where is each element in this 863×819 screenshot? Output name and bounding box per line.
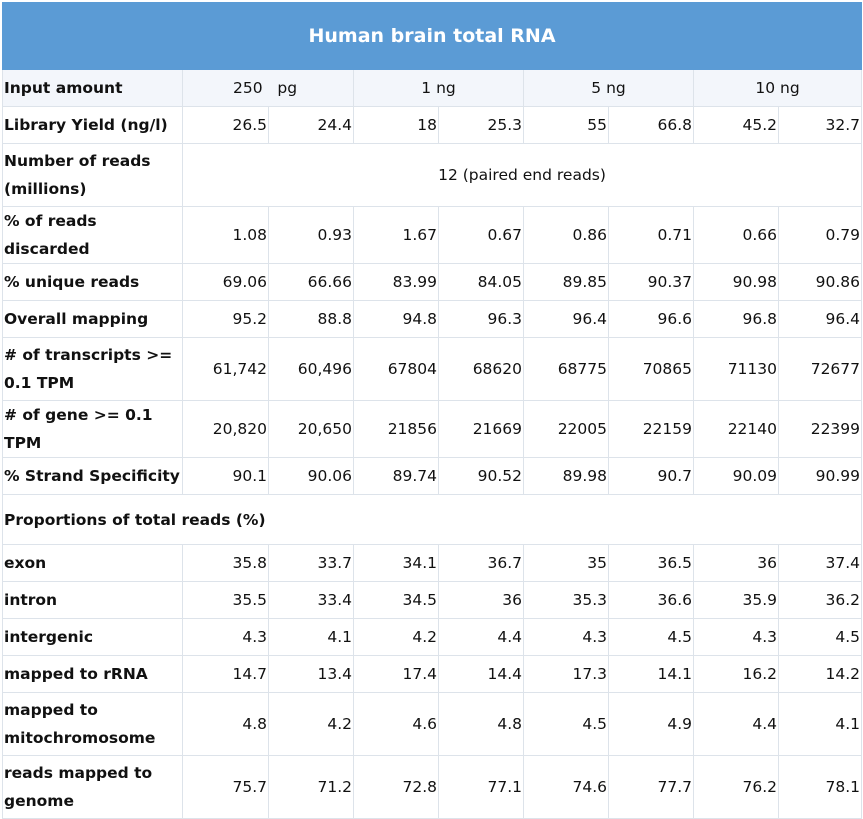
value-cell: 22399: [779, 401, 862, 458]
value-cell: 84.05: [439, 264, 524, 301]
value-cell: 71.2: [269, 756, 354, 819]
value-cell: 4.4: [694, 693, 779, 756]
row-label: mapped to mitochromosome: [3, 693, 183, 756]
row-label: Overall mapping: [3, 301, 183, 338]
overall-mapping-row: [3, 301, 862, 338]
value-cell: 35.8: [183, 545, 269, 582]
value-cell: 0.67: [439, 207, 524, 264]
value-cell: 4.4: [439, 619, 524, 656]
value-cell: 66.66: [269, 264, 354, 301]
value-cell: 13.4: [269, 656, 354, 693]
row-label: % of reads discarded: [3, 207, 183, 264]
results-table: [2, 2, 862, 819]
number-of-reads-value: 12 (paired end reads): [183, 144, 862, 207]
genes-row: [3, 401, 862, 458]
value-cell: 34.5: [354, 582, 439, 619]
input-amount-value: 10: [755, 79, 776, 97]
value-cell: 17.4: [354, 656, 439, 693]
value-cell: 90.99: [779, 458, 862, 495]
value-cell: 88.8: [269, 301, 354, 338]
value-cell: 89.74: [354, 458, 439, 495]
input-group-10ng: [694, 70, 862, 107]
row-label: mapped to rRNA: [3, 656, 183, 693]
row-label: intergenic: [3, 619, 183, 656]
value-cell: 96.6: [609, 301, 694, 338]
reads-discarded-row: [3, 207, 862, 264]
value-cell: 17.3: [524, 656, 609, 693]
value-cell: 21669: [439, 401, 524, 458]
row-label: % unique reads: [3, 264, 183, 301]
row-label: % Strand Specificity: [3, 458, 183, 495]
section-header: Proportions of total reads (%): [3, 495, 862, 545]
value-cell: 77.7: [609, 756, 694, 819]
value-cell: 18: [354, 107, 439, 144]
table-title: Human brain total RNA: [3, 3, 862, 70]
value-cell: 55: [524, 107, 609, 144]
input-amount-unit: ng: [606, 79, 626, 97]
value-cell: 4.3: [694, 619, 779, 656]
value-cell: 32.7: [779, 107, 862, 144]
unique-reads-row: [3, 264, 862, 301]
value-cell: 36.6: [609, 582, 694, 619]
value-cell: 89.98: [524, 458, 609, 495]
value-cell: 69.06: [183, 264, 269, 301]
value-cell: 96.3: [439, 301, 524, 338]
number-of-reads-row: [3, 144, 862, 207]
value-cell: 90.09: [694, 458, 779, 495]
value-cell: 25.3: [439, 107, 524, 144]
value-cell: 16.2: [694, 656, 779, 693]
value-cell: 35.3: [524, 582, 609, 619]
value-cell: 90.7: [609, 458, 694, 495]
value-cell: 26.5: [183, 107, 269, 144]
value-cell: 90.86: [779, 264, 862, 301]
value-cell: 75.7: [183, 756, 269, 819]
value-cell: 14.1: [609, 656, 694, 693]
value-cell: 36.5: [609, 545, 694, 582]
row-label: # of transcripts >= 0.1 TPM: [3, 338, 183, 401]
value-cell: 14.2: [779, 656, 862, 693]
input-group-1ng: [354, 70, 524, 107]
title-row: [3, 3, 862, 70]
input-amount-value: 250: [233, 79, 263, 97]
value-cell: 20,820: [183, 401, 269, 458]
value-cell: 45.2: [694, 107, 779, 144]
value-cell: 33.4: [269, 582, 354, 619]
mito-row: [3, 693, 862, 756]
input-amount-unit: ng: [780, 79, 800, 97]
rrna-row: [3, 656, 862, 693]
input-group-5ng: [524, 70, 694, 107]
value-cell: 90.06: [269, 458, 354, 495]
value-cell: 22140: [694, 401, 779, 458]
exon-row: [3, 545, 862, 582]
value-cell: 1.08: [183, 207, 269, 264]
value-cell: 0.79: [779, 207, 862, 264]
value-cell: 4.2: [354, 619, 439, 656]
value-cell: 66.8: [609, 107, 694, 144]
value-cell: 96.8: [694, 301, 779, 338]
input-amount-unit: pg: [277, 79, 298, 97]
value-cell: 24.4: [269, 107, 354, 144]
row-label: exon: [3, 545, 183, 582]
intron-row: [3, 582, 862, 619]
value-cell: 21856: [354, 401, 439, 458]
value-cell: 36.7: [439, 545, 524, 582]
value-cell: 4.8: [439, 693, 524, 756]
value-cell: 36: [439, 582, 524, 619]
value-cell: 61,742: [183, 338, 269, 401]
strand-specificity-row: [3, 458, 862, 495]
genome-row: [3, 756, 862, 819]
input-amount-unit: ng: [436, 79, 456, 97]
value-cell: 89.85: [524, 264, 609, 301]
value-cell: 4.5: [609, 619, 694, 656]
value-cell: 4.3: [183, 619, 269, 656]
value-cell: 36: [694, 545, 779, 582]
value-cell: 96.4: [779, 301, 862, 338]
input-amount-value: 1: [421, 79, 432, 97]
value-cell: 83.99: [354, 264, 439, 301]
row-label: intron: [3, 582, 183, 619]
value-cell: 74.6: [524, 756, 609, 819]
value-cell: 22159: [609, 401, 694, 458]
value-cell: 35: [524, 545, 609, 582]
value-cell: 96.4: [524, 301, 609, 338]
library-yield-row: [3, 107, 862, 144]
value-cell: 37.4: [779, 545, 862, 582]
value-cell: 95.2: [183, 301, 269, 338]
value-cell: 4.2: [269, 693, 354, 756]
value-cell: 0.93: [269, 207, 354, 264]
row-label: Number of reads (millions): [3, 144, 183, 207]
input-amount-row: [3, 70, 862, 107]
value-cell: 90.98: [694, 264, 779, 301]
value-cell: 94.8: [354, 301, 439, 338]
value-cell: 35.5: [183, 582, 269, 619]
value-cell: 72.8: [354, 756, 439, 819]
value-cell: 77.1: [439, 756, 524, 819]
row-label: # of gene >= 0.1 TPM: [3, 401, 183, 458]
value-cell: 34.1: [354, 545, 439, 582]
value-cell: 71130: [694, 338, 779, 401]
value-cell: 4.6: [354, 693, 439, 756]
value-cell: 4.5: [524, 693, 609, 756]
value-cell: 0.71: [609, 207, 694, 264]
row-label: Input amount: [3, 70, 183, 107]
value-cell: 4.5: [779, 619, 862, 656]
value-cell: 0.86: [524, 207, 609, 264]
value-cell: 4.8: [183, 693, 269, 756]
value-cell: 67804: [354, 338, 439, 401]
value-cell: 68620: [439, 338, 524, 401]
row-label: reads mapped to genome: [3, 756, 183, 819]
value-cell: 70865: [609, 338, 694, 401]
value-cell: 33.7: [269, 545, 354, 582]
value-cell: 22005: [524, 401, 609, 458]
value-cell: 90.1: [183, 458, 269, 495]
value-cell: 36.2: [779, 582, 862, 619]
value-cell: 14.4: [439, 656, 524, 693]
intergenic-row: [3, 619, 862, 656]
value-cell: 90.52: [439, 458, 524, 495]
value-cell: 76.2: [694, 756, 779, 819]
row-label: Library Yield (ng/l): [3, 107, 183, 144]
value-cell: 4.9: [609, 693, 694, 756]
proportions-header-row: [3, 495, 862, 545]
value-cell: 90.37: [609, 264, 694, 301]
value-cell: 78.1: [779, 756, 862, 819]
value-cell: 72677: [779, 338, 862, 401]
value-cell: 14.7: [183, 656, 269, 693]
value-cell: 60,496: [269, 338, 354, 401]
input-amount-value: 5: [591, 79, 602, 97]
value-cell: 4.3: [524, 619, 609, 656]
value-cell: 1.67: [354, 207, 439, 264]
value-cell: 68775: [524, 338, 609, 401]
transcripts-row: [3, 338, 862, 401]
value-cell: 20,650: [269, 401, 354, 458]
value-cell: 0.66: [694, 207, 779, 264]
value-cell: 35.9: [694, 582, 779, 619]
value-cell: 4.1: [779, 693, 862, 756]
value-cell: 4.1: [269, 619, 354, 656]
input-group-250pg: [183, 70, 354, 107]
